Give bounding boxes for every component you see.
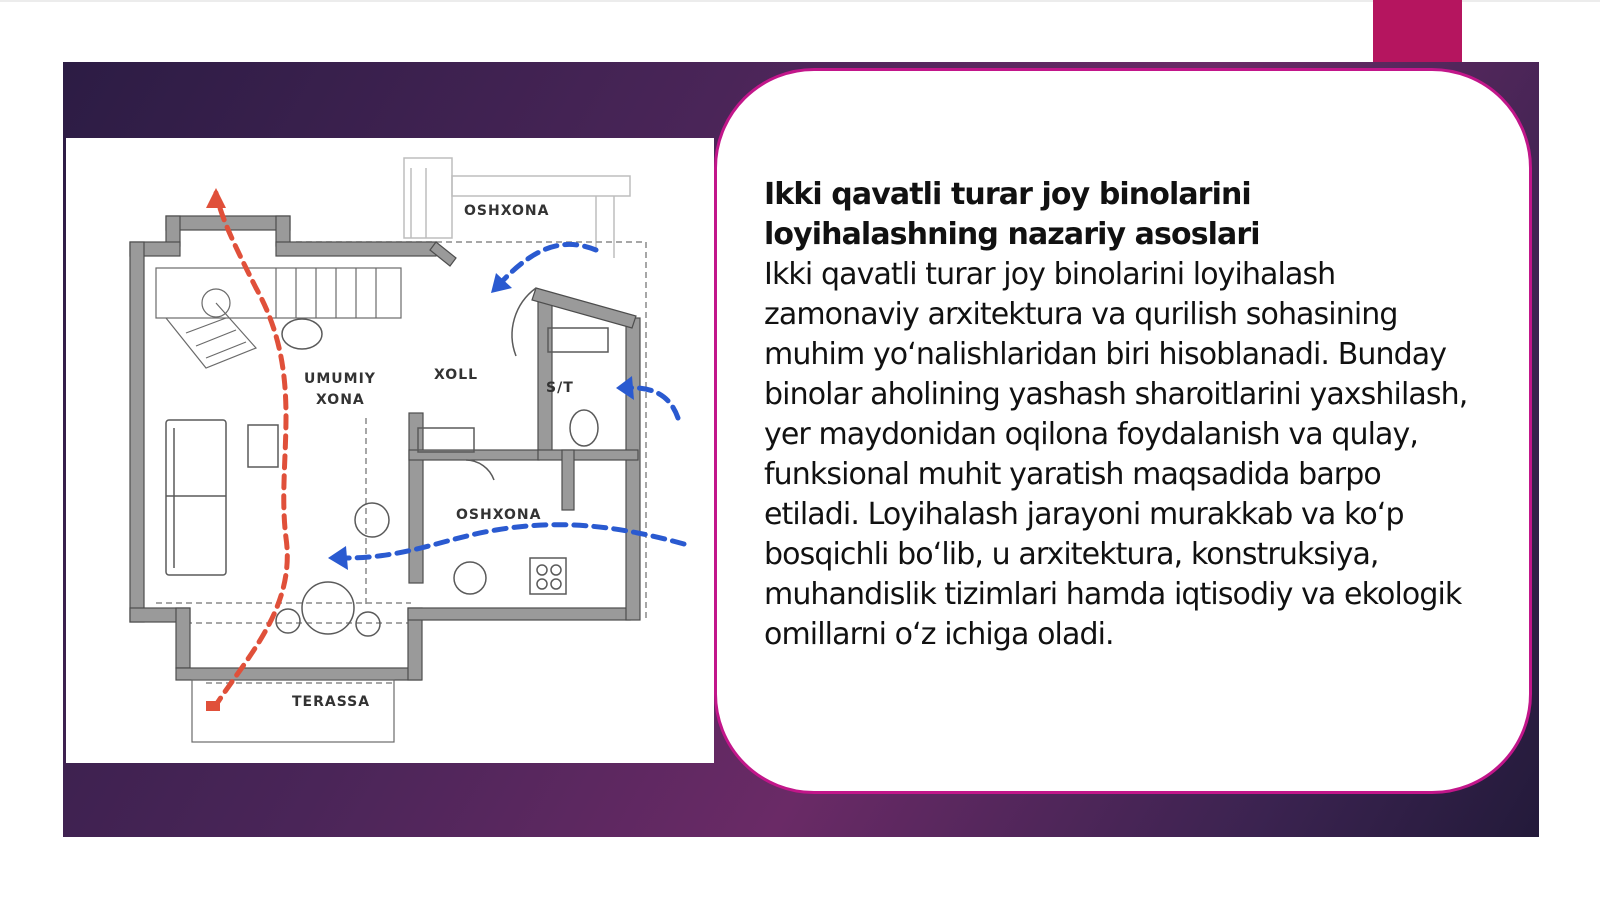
card-text (764, 175, 1484, 655)
card-body: Ikki qavatli turar joy binolarini loyihalash zamonaviy arxitektura va qurilish sohasining muhim yo‘nalishlaridan biri hisoblanadi. Bunday binolar aholining yashash sharoitlarini yaxshilash, yer maydonidan oqilona foydalanish va qulay, funksional muhit yaratish maqsadida barpo etiladi. Loyihalash jarayoni murakkab va ko‘p bosqichli bo‘lib, u arxitektura, konstruksiya, muhandislik tizimlari hamda iqtisodiy va ekologik omillarni o‘z ichiga oladi. (764, 257, 1468, 652)
red-arrow-head (206, 188, 226, 208)
label-kitchen-top: OSHXONA (464, 203, 550, 219)
blue-path-top (496, 244, 596, 288)
red-start-marker (206, 701, 220, 711)
terrace-outline (192, 680, 394, 742)
label-living-room-line1: UMUMIY (304, 371, 376, 387)
label-bathroom: S/T (546, 380, 574, 396)
accent-tab (1373, 0, 1462, 66)
walls (130, 216, 640, 680)
floor-plan-image (66, 138, 714, 763)
stairs (156, 268, 401, 368)
label-kitchen: OSHXONA (456, 507, 542, 523)
blue-arrow-head-lower (328, 546, 348, 570)
text-card (714, 68, 1532, 794)
card-title: Ikki qavatli turar joy binolarini loyihalashning nazariy asoslari (764, 177, 1260, 252)
blue-arrow-head-right (616, 376, 634, 400)
label-hall: XOLL (434, 367, 479, 383)
top-divider (0, 0, 1600, 2)
label-terrace: TERASSA (292, 694, 371, 710)
floor-plan-drawing (66, 138, 714, 763)
label-living-room-line2: XONA (316, 392, 365, 408)
